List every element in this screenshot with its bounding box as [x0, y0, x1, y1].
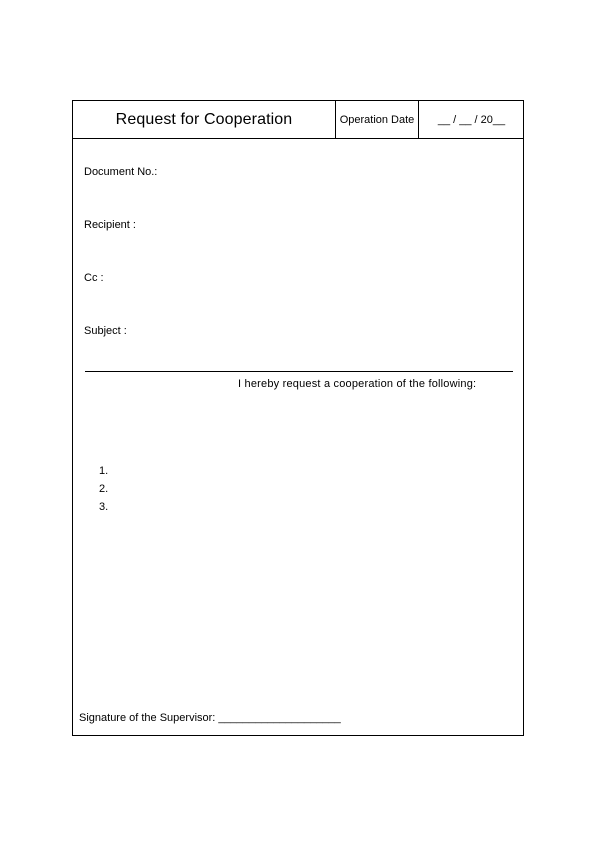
cooperation-request-form	[72, 100, 524, 736]
operation-date-field[interactable]: __ / __ / 20__	[418, 101, 524, 138]
form-header	[73, 101, 523, 139]
supervisor-signature-field[interactable]: Signature of the Supervisor: ____________________	[79, 712, 341, 724]
subject-field[interactable]: Subject :	[84, 325, 127, 337]
document-number-field[interactable]: Document No.:	[84, 166, 158, 178]
list-item-2[interactable]: 2.	[99, 483, 109, 495]
request-statement: I hereby request a cooperation of the following:	[238, 378, 477, 390]
cc-field[interactable]: Cc :	[84, 272, 104, 284]
form-title: Request for Cooperation	[115, 110, 293, 128]
recipient-field[interactable]: Recipient :	[84, 219, 136, 231]
operation-date-label: Operation Date	[335, 101, 418, 138]
list-item-1[interactable]: 1.	[99, 465, 109, 477]
divider-line	[85, 371, 513, 372]
list-item-3[interactable]: 3.	[99, 501, 109, 513]
